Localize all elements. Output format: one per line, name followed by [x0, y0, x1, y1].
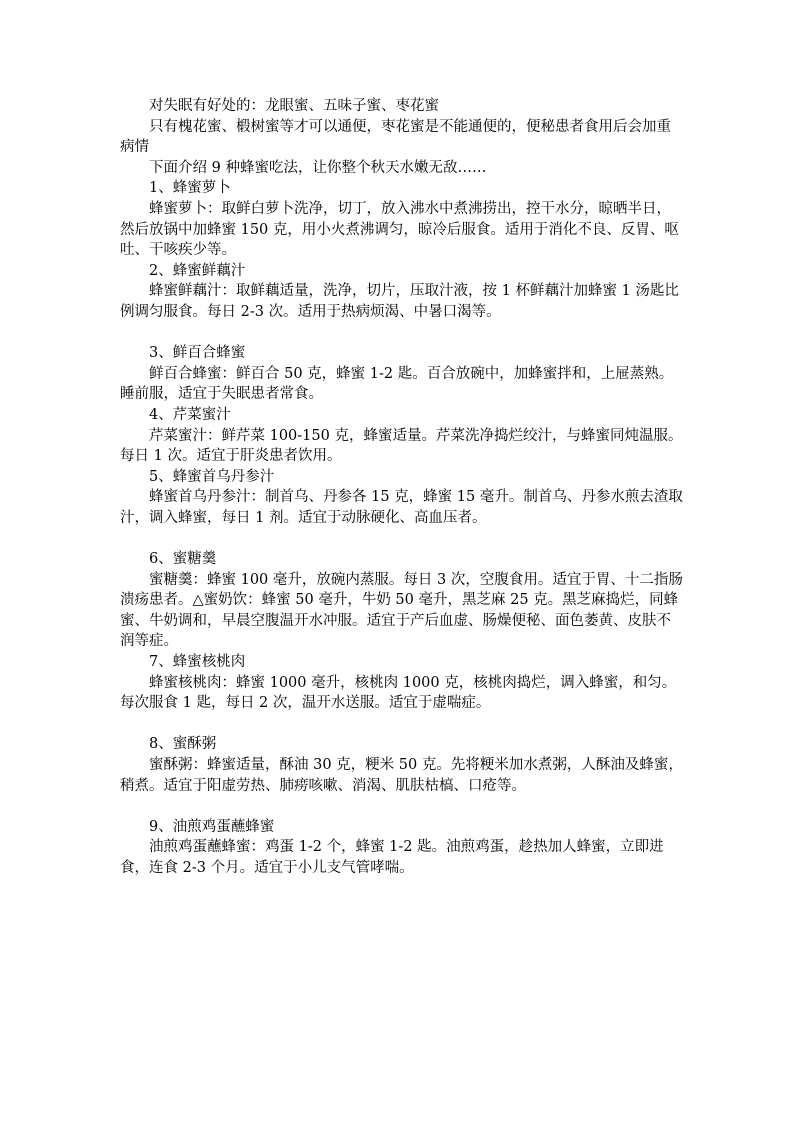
recipe-2-body: 蜂蜜鲜藕汁：取鲜藕适量，洗净，切片，压取汁液，按 1 杯鲜藕汁加蜂蜜 1 汤匙比例调匀服食。每日 2-3 次。适用于热病烦渴、中暑口渴等。 [120, 283, 679, 320]
spacer [120, 796, 684, 817]
recipe-4-body: 芹菜蜜汁：鲜芹菜 100-150 克，蜂蜜适量。芹菜洗净捣烂绞汁，与蜂蜜同炖温服。每日 1 次。适宜于肝炎患者饮用。 [120, 427, 683, 465]
recipe-5-title: 5、蜂蜜首乌丹参汁 [149, 468, 275, 485]
recipe-3-body: 鲜百合蜂蜜：鲜百合 50 克，蜂蜜 1-2 匙。百合放碗中，加蜂蜜拌和，上屉蒸熟。睡前服，适宜于失眠患者常食。 [120, 365, 674, 403]
recipe-1-body: 蜂蜜萝卜：取鲜白萝卜洗净，切丁，放入沸水中煮沸捞出，控干水分，晾晒半日，然后放锅中加蜂蜜 150 克，用小火煮沸调匀，晾冷后服食。适用于消化不良、反胃、呕吐、干咳疾少等。 [120, 200, 679, 259]
spacer [120, 323, 684, 344]
spacer [120, 528, 684, 549]
recipe-1-title: 1、蜂蜜萝卜 [149, 180, 231, 197]
recipe-9-body: 油煎鸡蛋蘸蜂蜜：鸡蛋 1-2 个，蜂蜜 1-2 匙。油煎鸡蛋，趁热加人蜂蜜，立即进食，连食 2-3 个月。适宜于小儿支气管哮喘。 [120, 839, 664, 876]
recipe-6-title: 6、蜜糖羹 [149, 551, 217, 568]
recipe-4-title: 4、芹菜蜜汁 [149, 406, 231, 423]
intro-line-2: 只有槐花蜜、椴树蜜等才可以通便，枣花蜜是不能通便的，便秘患者食用后会加重病情 [120, 118, 671, 156]
recipe-7-title: 7、蜂蜜核桃肉 [149, 654, 246, 671]
intro-line-1: 对失眠有好处的：龙眼蜜、五味子蜜、枣花蜜 [149, 98, 439, 114]
recipe-8-body: 蜜酥粥：蜂蜜适量，酥油 30 克，粳米 50 克。先将粳米加水煮粥，人酥油及蜂蜜，稍煮。适宜于阳虚劳热、肺痨咳嗽、消渴、肌肤枯槁、口疮等。 [120, 757, 683, 794]
recipe-3-title: 3、鲜百合蜂蜜 [149, 345, 246, 362]
recipe-9-title: 9、油煎鸡蛋蘸蜂蜜 [149, 818, 275, 835]
recipe-7-body: 蜂蜜核桃肉：蜂蜜 1000 毫升，核桃肉 1000 克，核桃肉捣烂，调入蜂蜜，和匀。每次服食 1 匙，每日 2 次，温开水送服。适宜于虚喘症。 [120, 674, 677, 712]
recipe-6-body: 蜜糖羹：蜂蜜 100 毫升，放碗内蒸服。每日 3 次，空腹食用。适宜于胃、十二指肠溃疡患者。△蜜奶饮：蜂蜜 50 毫升，牛奶 50 毫升，黑芝麻 25 克。黑芝麻捣烂，同蜂蜜、牛奶调和，早晨空腹温开水冲服。适宜于产后血虚、肠燥便秘、面色萎黄、皮肤不润等症。 [120, 571, 683, 650]
recipe-5-body: 蜂蜜首乌丹参汁：制首乌、丹参各 15 克，蜂蜜 15 毫升。制首乌、丹参水煎去渣取汁，调入蜂蜜，每日 1 剂。适宜于动脉硬化、高血压者。 [120, 489, 683, 526]
spacer [120, 714, 684, 735]
recipe-2-title: 2、蜂蜜鲜藕汁 [149, 262, 246, 279]
recipe-8-title: 8、蜜酥粥 [149, 736, 217, 753]
intro-line-3: 下面介绍 9 种蜂蜜吃法，让你整个秋天水嫩无敌…… [149, 159, 487, 176]
document-page [120, 96, 684, 879]
